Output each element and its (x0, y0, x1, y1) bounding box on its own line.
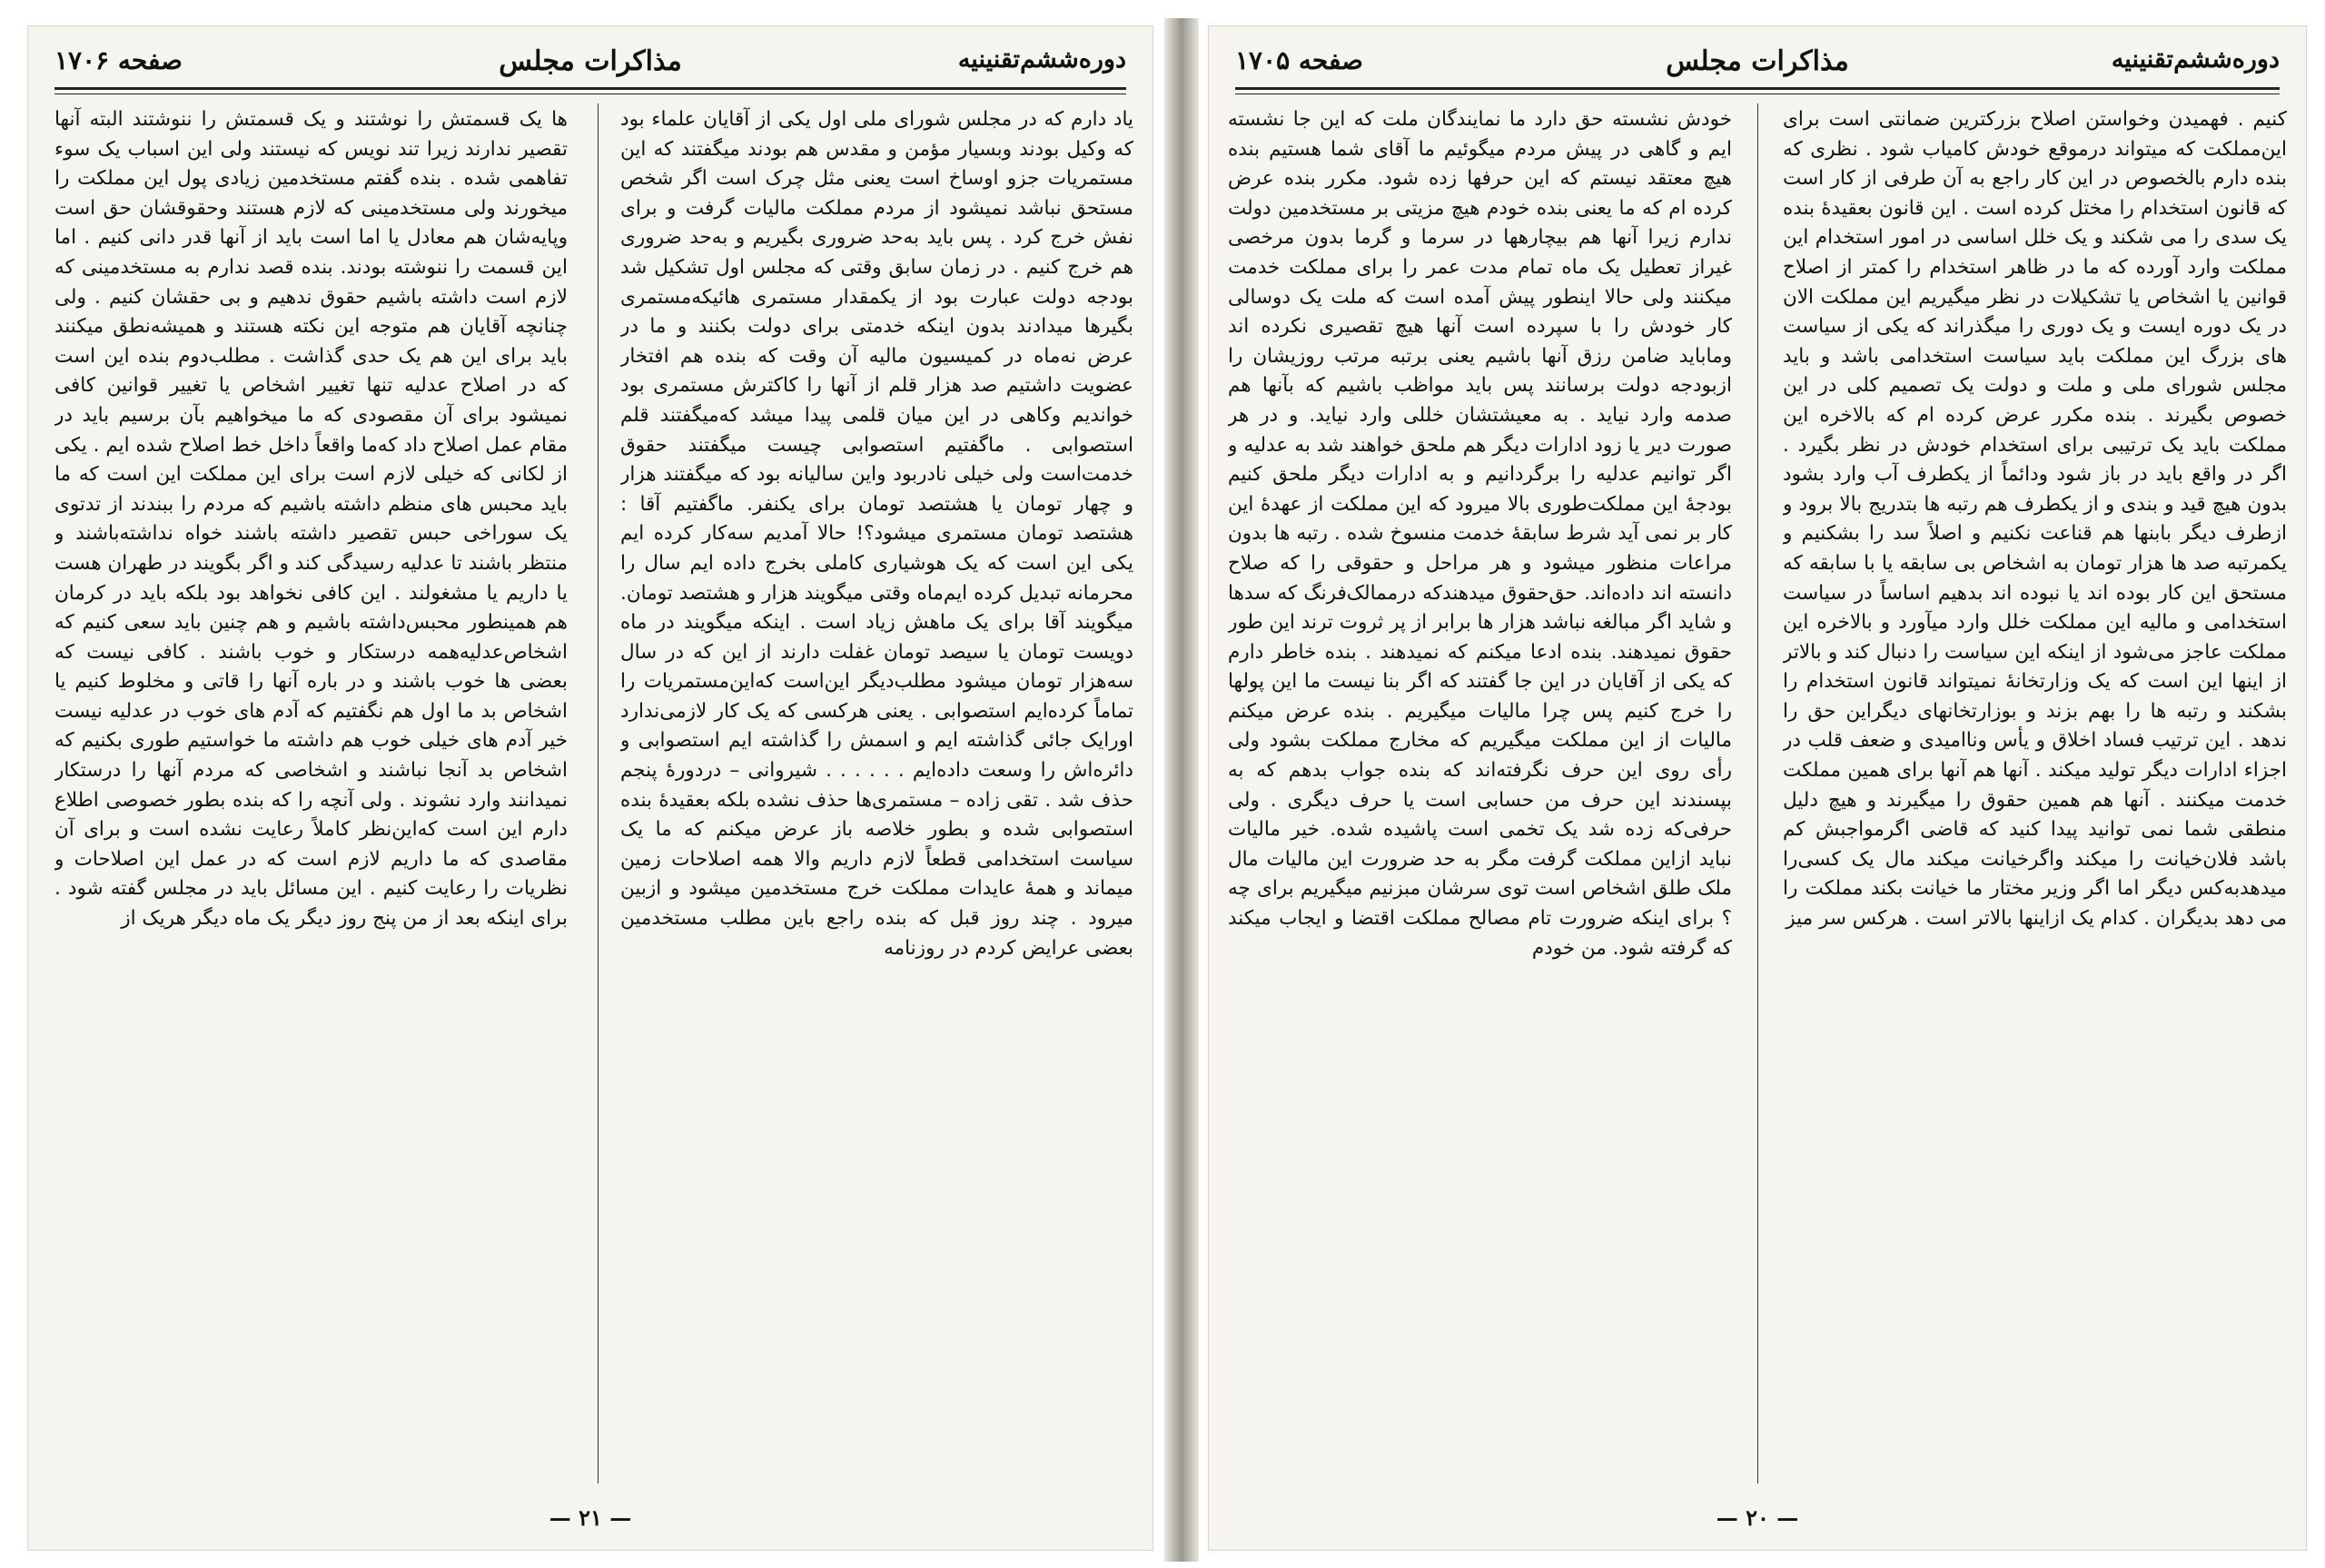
left-series-title: دوره‌ششم‌تقنینیه (957, 45, 1126, 74)
left-column-divider (598, 104, 599, 1484)
right-column-divider (1757, 104, 1758, 1484)
right-page (1208, 25, 2307, 1551)
right-running-title: مذاکرات مجلس (1666, 45, 1849, 77)
book-gutter (1164, 18, 1199, 1562)
right-column-2-text: خودش نشسته حق دارد ما نمایندگان ملت که این جا نشسته ایم و گاهی در پیش مردم میگوئیم ما آقای شما هستیم بنده هیچ معتقد نیستم که این حرفها زده شود. مکرر بنده عرض کرده ام که ما یعنی بنده خودم هیچ مزیتی بر مستخدمین دولت ندارم زیرا آنها هم بیچارهها در سرما و گرما بدون مرخصی غیراز تعطیل یک ماه تمام مدت عمر را برای مملکت خدمت میکنند ولی حالا اینطور پیش آمده است که ملت یک دوسالی کار خودش را با سپرده است آنها هیچ تقصیری نکرده اند وماباید ضامن رزق آنها باشیم یعنی برتبه مرتب روزیشان را ازبودجه دولت برسانند پس باید مواظب باشیم که بآنها هم صدمه وارد نیاید . به معیشتشان خللی وارد نیاید. و در هر صورت دیر یا زود ادارات دیگر هم ملحق خواهند شد به عدلیه و اگر توانیم عدلیه را برگردانیم و به ادارات دیگر ملحق کنیم بودجهٔ این مملکت‌طوری بالا میرود که این مملکت از عهدهٔ این کار بر نمی آید شرط سابقهٔ خدمت منسوخ شده . رتبه ها بدون مراعات منظور میشود و هر مراحل و حقوقی را که صلاح دانسته اند داده‌اند. حق‌حقوق میدهندکه درممالک‌فرنگ که سدها و شاید اگر مبالغه نباشد هزار ها برابر از پر ثروت ترند این طور حقوق نمیدهند. بنده ادعا میکنم که نمیدهند . بنده خاطر دارم که یکی از آقایان در این جا گفتند که اگر بنا نیست ما این پولها را خرج کنیم پس چرا مالیات میگیریم . بنده عرض میکنم مالیات از این مملکت میگیریم که مخارج مملکت بشود ولی رأی روی این حرف نگرفته‌اند که بنده جواب بدهم که به بپسندند این حرف من حسابی است یا حرف دیگری . ولی حرفی‌که زده شد یک تخمی است پاشیده شده. خیر مالیات نباید ازاین مملکت گرفت مگر به حد ضرورت این مالیات مال ملک طلق اشخاص است توی سرشان مبزنیم میگیریم برای چه ؟ برای اینکه ضرورت تام مصالح مملکت اقتضا و ایجاب میکند که گرفته شود. من خودم (1228, 108, 1732, 960)
left-running-title: مذاکرات مجلس (499, 45, 682, 77)
left-page-column-right (620, 105, 1133, 1476)
right-column-1-text: کنیم . فهمیدن وخواستن اصلاح بزرکترین ضمانتی است برای این‌مملکت که میتواند درموقع خودش کامیاب شود . نظری که بنده دارم بالخصوص در این کار راجع به آن طرفی از کار است که قانون استخدام را مختل کرده است . این قانون بعقیدهٔ بنده یک سدی را می شکند و یک خلل اساسی در امور استخدام این مملکت وارد آورده که ما در ظاهر استخدام را کمتر از اصلاح قوانین یا اشخاص یا تشکیلات در نظر میگیریم این مملکت الان در یک دوره ایست و یک دوری را میگذراند که یکی از سیاست های بزرگ این مملکت باید سیاست استخدامی باشد و باید مجلس شورای ملی و ملت و دولت یک تصمیم کلی در این خصوص بگیرند . بنده مکرر عرض کرده ام که بالاخره این مملکت باید یک ترتیبی برای استخدام خودش در نظر بگیرد . اگر در واقع باید در باز شود ودائماً از یکطرف آب وارد بشود بدون هیچ قید و بندی و از یکطرف هم رتبه ها بتدریج بالا برود و ازطرف دیگر بابنها هم قناعت نکنیم و اصلاً سد را بشکنیم و یکمرتبه صد ها هزار تومان به اشخاص بی سابقه یا با سابقه که مستحق این کار بوده اند یا نبوده اند بدهیم اساساً در سیاست استخدامی و مالیه این مملکت خلل وارد میآورد و بالاخره این مملکت عاجز می‌شود از اینکه این سیاست را دنبال کند و بالاتر از اینها این است که یک وزارتخانهٔ نمیتواند قانون استخدام را بشکند و رتبه ها را بهم بزند و بوزارتخانهای دیگراین حق را ندهد . این ترتیب فساد اخلاق و یأس وناامیدی و ضعف قلب در اجزاء ادارات دیگر تولید میکند . آنها هم آنها برای همین مملکت خدمت میکنند . آنها هم همین حقوق را میگیرند و هیچ دلیل منطقی شما نمی توانید پیدا کنید که قاضی اگرمواجبش کم باشد فلان‌خیانت را میکند واگرخیانت میکند مال یک کسی‌را میدهدبه‌کس دیگر اما اگر وزیر مختار ما خیانت بکند مملکت را می دهد بدیگران . کدام یک ازاینها بالاتر است . هرکس سر میز (1783, 108, 2287, 931)
right-page-column-right (1783, 105, 2287, 1476)
right-page-column-left (1228, 105, 1732, 1476)
left-page-header (54, 42, 1126, 93)
right-page-header (1235, 42, 2280, 93)
left-column-2-text: ها یک قسمتش را نوشتند و یک قسمتش را ننوشتند البته آنها تقصیر ندارند زیرا تند نویس که نیستند ولی این اسباب یک سوء تفاهمی شده . بنده گفتم مستخدمین زیادی پول این مملکت را میخورند ولی مستخدمینی که لازم هستند وحقوقشان حق است وپایه‌شان هم معادل یا اما است باید از آنها قدر دانی کنیم . اما این قسمت را ننوشته بودند. بنده قصد ندارم به مستخدمینی که لازم است داشته باشیم حقوق ندهیم و بی حقشان کنیم . ولی چنانچه آقایان هم متوجه این نکته هستند و همیشه‌نطق میکنند باید برای این هم یک حدی گذاشت . مطلب‌دوم بنده این است که در اصلاح عدلیه تنها تغییر اشخاص یا تغییر قوانین کافی نمیشود برای آن مقصودی که ما میخواهیم بآن برسیم باید در مقام عمل اصلاح داد که‌ما واقعاً داخل خط اصلاح شده ایم . یکی از لکانی که خیلی لازم است برای این مملکت این است که ما باید محبس های منظم داشته باشیم که مردم را ببندند از تدتوی یک سوراخی حبس تقصیر داشته باشند خواه نداشته‌باشند و منتظر باشند تا عدلیه رسیدگی کند و اگر بگویند در طهران هست یا داریم یا مشغولند . این کافی نخواهد بود بلکه باید در کرمان هم همینطور محبس‌داشته باشیم و هم چنین باید سعی کنیم که اشخاص‌عدلیه‌همه درستکار و خوب باشند . کافی نیست که بعضی ها خوب باشند و در باره آنها را قاتی و مخلوط کنیم یا اشخاص بد ما اول هم نگفتیم که آدم های خوب در عدلیه نیست خیر آدم های خیلی خوب هم داشته ما خواستیم طوری بکنیم که اشخاص بد آنجا نباشند و اشخاصی که مردم آنها را درستکار نمیدانند وارد نشوند . ولی آنچه را که بنده بطور خصوصی اطلاع دارم این است که‌این‌نظر کاملاً رعایت نشده است و برای آن مقاصدی که ما داریم لازم است که در عمل این اصلاحات و نظریات را رعایت کنیم . این مسائل باید در مجلس گفته شود . برای اینکه بعد از من پنج روز دیگر یک ماه دیگر هریک از (54, 108, 568, 931)
right-page-number: صفحه ۱۷۰۵ (1235, 45, 1363, 75)
left-page (27, 25, 1153, 1551)
right-header-rule (1235, 87, 2280, 94)
left-column-1-text: یاد دارم که در مجلس شورای ملی اول یکی از آقایان علماء بود که وکیل بودند وبسیار مؤمن و مقدس هم بودند میگفتند که این مستمریات جزو اوساخ است یعنی مثل چرک است اگر شخص مستحق نباشد نمیشود از مردم مملکت مالیات گرفت و برای نفش خرج کرد . پس باید به‌حد ضروری بگیریم و به‌حد ضروری هم خرج کنیم . در زمان سابق وقتی که مجلس اول تشکیل شد بودجه دولت عبارت بود از یکمقدار مستمری هائیکه‌مستمری بگیرها میدادند بدون اینکه خدمتی برای دولت بکنند و ما در عرض نه‌ماه در کمیسیون مالیه آن وقت که بنده هم افتخار عضویت داشتیم صد هزار قلم از آنها را کاکترش مستمری بود خواندیم وکاهی در این میان قلمی پیدا میشد که‌میگفتند قلم استصوابی . ماگفتیم استصوابی چیست میگفتند حقوق خدمت‌است ولی خیلی نادربود واین سالیانه بود که میگفتند هزار و چهار تومان یا هشتصد تومان برای یکنفر. ماگفتیم آقا : هشتصد تومان مستمری میشود؟! حالا آمدیم سه‌کار کرده ایم یکی این است که یک هوشیاری کاملی بخرج داده ایم سال را محرمانه تبدیل کرده ایم‌ماه وقتی میگویند هزار و هشتصد تومان. میگویند آقا برای یک ماهش زیاد است . اینکه میگویند در ماه دویست تومان یا سیصد تومان غفلت دارند از این که در سال سه‌هزار تومان میشود مطلب‌دیگر این‌است که‌این‌مستمریات را تماماً کرده‌ایم استصوابی . یعنی هرکسی که یک کار لازمی‌ندارد اورایک جائی گذاشته ایم و اسمش را گذاشته ایم استصوابی و دائره‌اش را وسعت داده‌ایم . . . . . . شیروانی – دردورهٔ پنجم حذف شد . تقی زاده – مستمری‌ها حذف نشده بلکه بعقیدهٔ بنده استصوابی شده و بطور خلاصه باز عرض میکنم که ما یک سیاست استخدامی قطعاً لازم داریم والا همه اصلاحات زمین میماند و همهٔ عایدات مملکت خرج مستخدمین میشود و ازبین میرود . چند روز قبل که بنده راجع باین مطلب مستخدمین بعضی عرایض کردم در روزنامه (620, 108, 1133, 960)
left-folio: — ۲۱ — (549, 1504, 632, 1531)
left-page-column-left (54, 105, 568, 1476)
right-folio: — ۲۰ — (1716, 1504, 1799, 1531)
right-series-title: دوره‌ششم‌تقنینیه (2111, 45, 2280, 74)
left-header-rule (54, 87, 1126, 94)
left-page-number: صفحه ۱۷۰۶ (54, 45, 183, 75)
